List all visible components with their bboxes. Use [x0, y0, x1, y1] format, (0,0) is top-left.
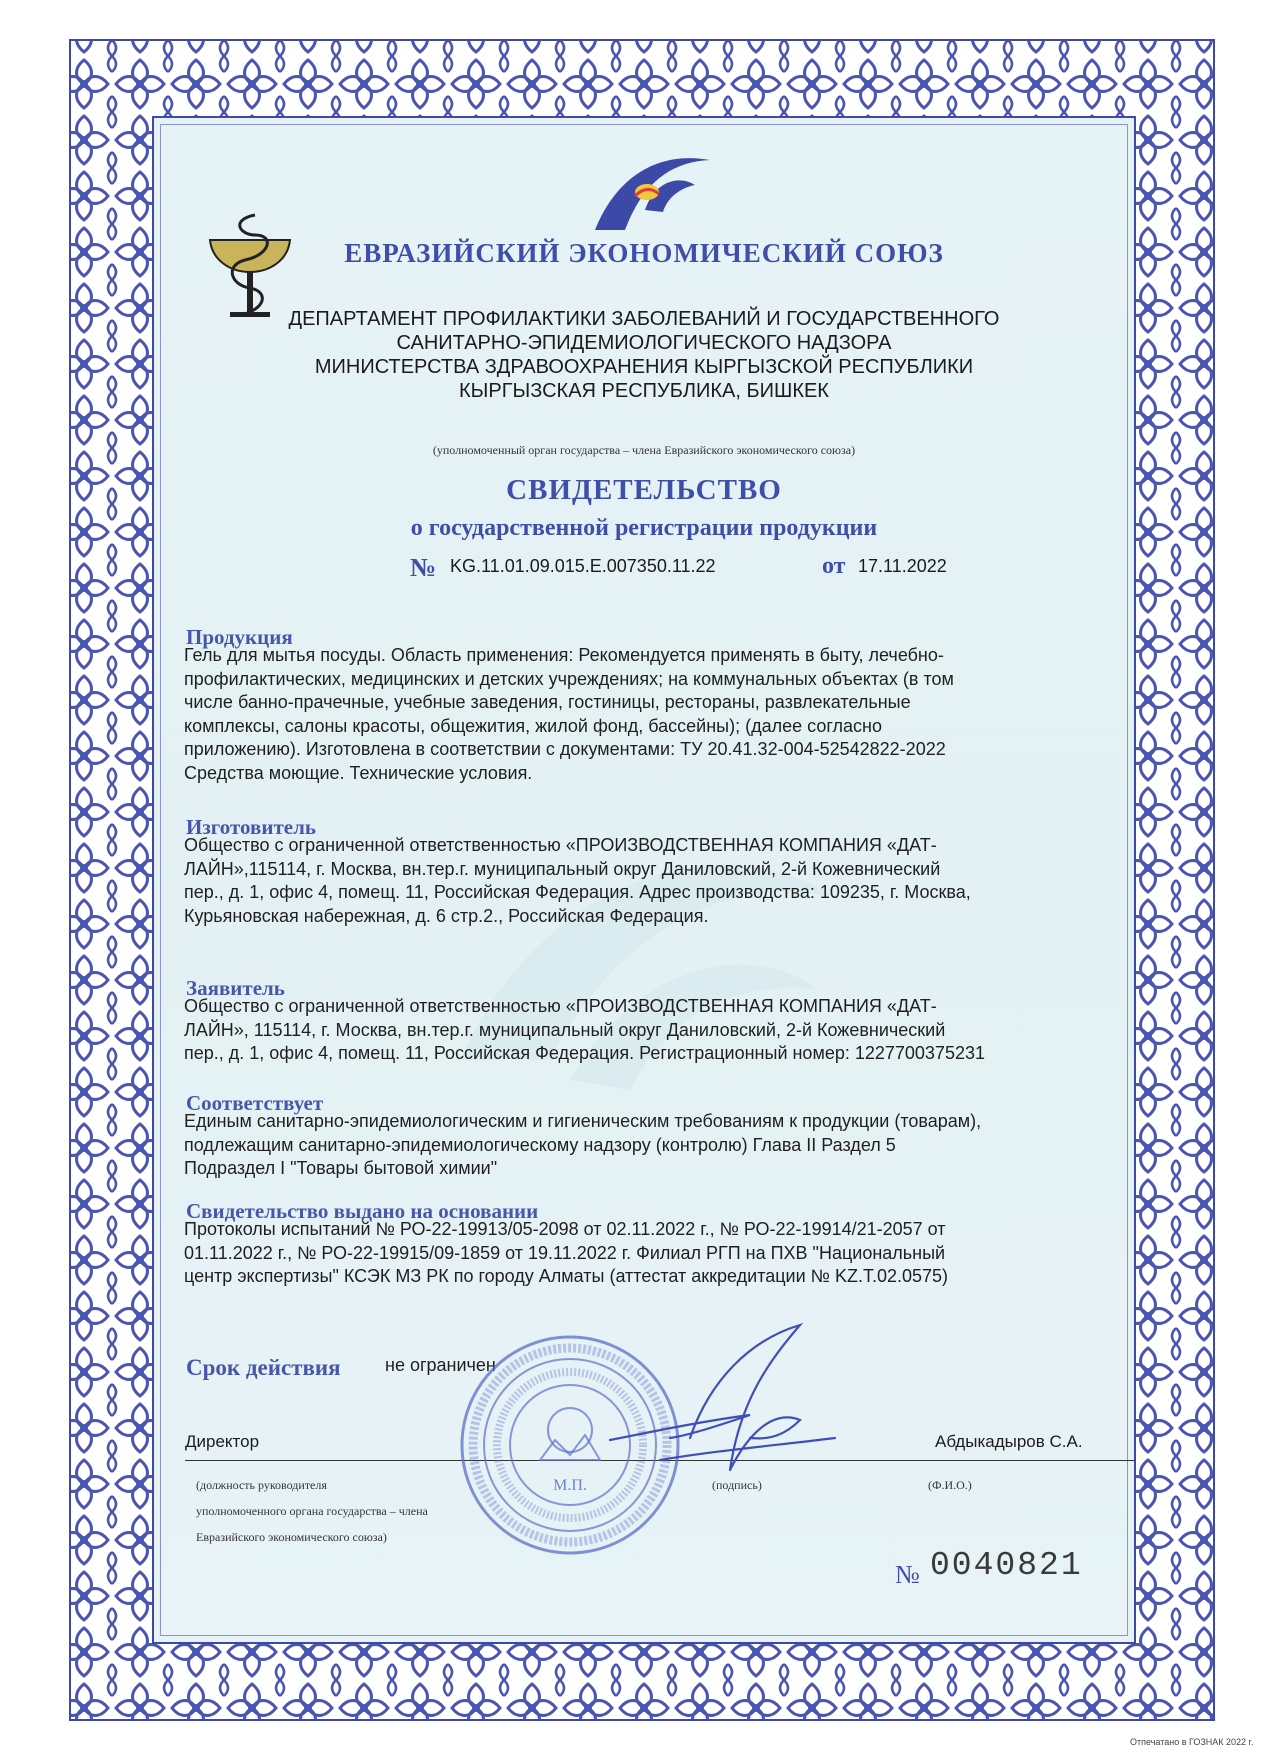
product-line: числе банно-прачечные, учебные заведения, гостиницы, рестораны, развлекательные [184, 692, 911, 712]
department-line-2: САНИТАРНО-ЭПИДЕМИОЛОГИЧЕСКОГО НАДЗОРА [396, 332, 892, 354]
applicant-line: Общество с ограниченной ответственностью «ПРОИЗВОДСТВЕННАЯ КОМПАНИЯ «ДАТ- [184, 996, 937, 1016]
printer-mark: Отпечатано в ГОЗНАК 2022 г. [1130, 1737, 1254, 1747]
conformity-line: Единым санитарно-эпидемиологическим и гигиеническим требованиям к продукции (товарам), [184, 1111, 982, 1131]
department-line-4: КЫРГЫЗСКАЯ РЕСПУБЛИКА, БИШКЕК [459, 380, 829, 402]
certificate-title: СВИДЕТЕЛЬСТВО [506, 474, 782, 506]
product-line: Средства моющие. Технические условия. [184, 762, 533, 783]
serial-number: 0040821 [930, 1547, 1083, 1584]
union-title: ЕВРАЗИЙСКИЙ ЭКОНОМИЧЕСКИЙ СОЮЗ [344, 238, 944, 268]
applicant-line: ЛАЙН», 115114, г. Москва, вн.тер.г. муниципальный округ Даниловский, 2-й Кожевнический [184, 1019, 946, 1040]
handwritten-signature [600, 1320, 840, 1480]
signatory-position: Директор [185, 1432, 260, 1451]
manufacturer-text [184, 834, 1104, 928]
basis-line: центр экспертизы" КСЭК МЗ РК по городу Алматы (аттестат аккредитации № KZ.T.02.0575) [184, 1266, 949, 1286]
position-caption-line-1: (должность руководителя [196, 1478, 327, 1492]
manufacturer-line: пер., д. 1, офис 4, помещ. 11, Российская Федерация. Адрес производства: 109235, г. Москва, [184, 882, 971, 902]
department-line-1: ДЕПАРТАМЕНТ ПРОФИЛАКТИКИ ЗАБОЛЕВАНИЙ И ГОСУДАРСТВЕННОГО [288, 308, 1000, 330]
product-line: приложению). Изготовлена в соответствии с документами: ТУ 20.41.32-004-52542822-2022 [184, 739, 946, 759]
product-text [184, 644, 1104, 785]
product-line: Гель для мытья посуды. Область применения: Рекомендуется применять в быту, лечебно- [184, 645, 944, 665]
basis-line: Протоколы испытаний № РО-22-19913/05-2098 от 02.11.2022 г., № РО-22-19914/21-2057 от [184, 1219, 946, 1239]
signature-caption: (подпись) [712, 1478, 762, 1492]
validity-heading: Срок действия [186, 1355, 341, 1380]
certificate-number: KG.11.01.09.015.E.007350.11.22 [450, 556, 716, 576]
signatory-name: Абдыкадыров С.А. [935, 1432, 1083, 1451]
serial-sign: № [895, 1560, 920, 1589]
conformity-heading: Соответствует [186, 1091, 324, 1115]
certificate-subtitle: о государственной регистрации продукции [410, 515, 878, 541]
validity-value: не ограничен [385, 1355, 496, 1375]
product-heading: Продукция [186, 625, 293, 649]
product-line: профилактических, медицинских и детских учреждениях; на коммунальных объектах (в том [184, 668, 954, 689]
conformity-text [184, 1110, 1104, 1181]
position-caption-line-2: уполномоченного органа государства – члена [196, 1504, 428, 1518]
product-line: комплексы, салоны красоты, общежития, жилой фонд, бассейны); (далее согласно [184, 715, 882, 736]
name-caption: (Ф.И.О.) [928, 1478, 972, 1492]
stamp-center-text: М.П. [553, 1477, 587, 1494]
eaeu-logo-icon [585, 140, 715, 240]
position-caption-line-3: Евразийского экономического союза) [196, 1530, 387, 1544]
conformity-line: подлежащим санитарно-эпидемиологическому надзору (контролю) Глава II Раздел 5 [184, 1134, 896, 1155]
authority-note: (уполномоченный орган государства – члена Евразийского экономического союза) [432, 443, 856, 457]
watermark-emblem [420, 760, 880, 1140]
date-prefix: от [822, 553, 846, 579]
applicant-line: пер., д. 1, офис 4, помещ. 11, Российская Федерация. Регистрационный номер: 1227700375231 [184, 1043, 985, 1063]
manufacturer-heading: Изготовитель [186, 815, 316, 839]
applicant-heading: Заявитель [186, 976, 285, 1000]
conformity-line: Подраздел I "Товары бытовой химии" [184, 1158, 498, 1178]
applicant-text [184, 995, 1104, 1066]
manufacturer-line: Курьяновская набережная, д. 6 стр.2., Российская Федерация. [184, 905, 709, 926]
department-line-3: МИНИСТЕРСТВА ЗДРАВООХРАНЕНИЯ КЫРГЫЗСКОЙ РЕСПУБЛИКИ [314, 356, 974, 378]
manufacturer-line: ЛАЙН»,115114, г. Москва, вн.тер.г. муниципальный округ Даниловский, 2-й Кожевнический [184, 858, 941, 879]
manufacturer-line: Общество с ограниченной ответственностью «ПРОИЗВОДСТВЕННАЯ КОМПАНИЯ «ДАТ- [184, 835, 937, 855]
basis-line: 01.11.2022 г., № РО-22-19915/09-1859 от 19.11.2022 г. Филиал РГП на ПХВ "Национальный [184, 1242, 946, 1263]
basis-text [184, 1218, 1104, 1289]
basis-heading: Свидетельство выдано на основании [186, 1199, 539, 1223]
number-sign: № [410, 553, 437, 582]
certificate-date: 17.11.2022 [858, 556, 947, 576]
